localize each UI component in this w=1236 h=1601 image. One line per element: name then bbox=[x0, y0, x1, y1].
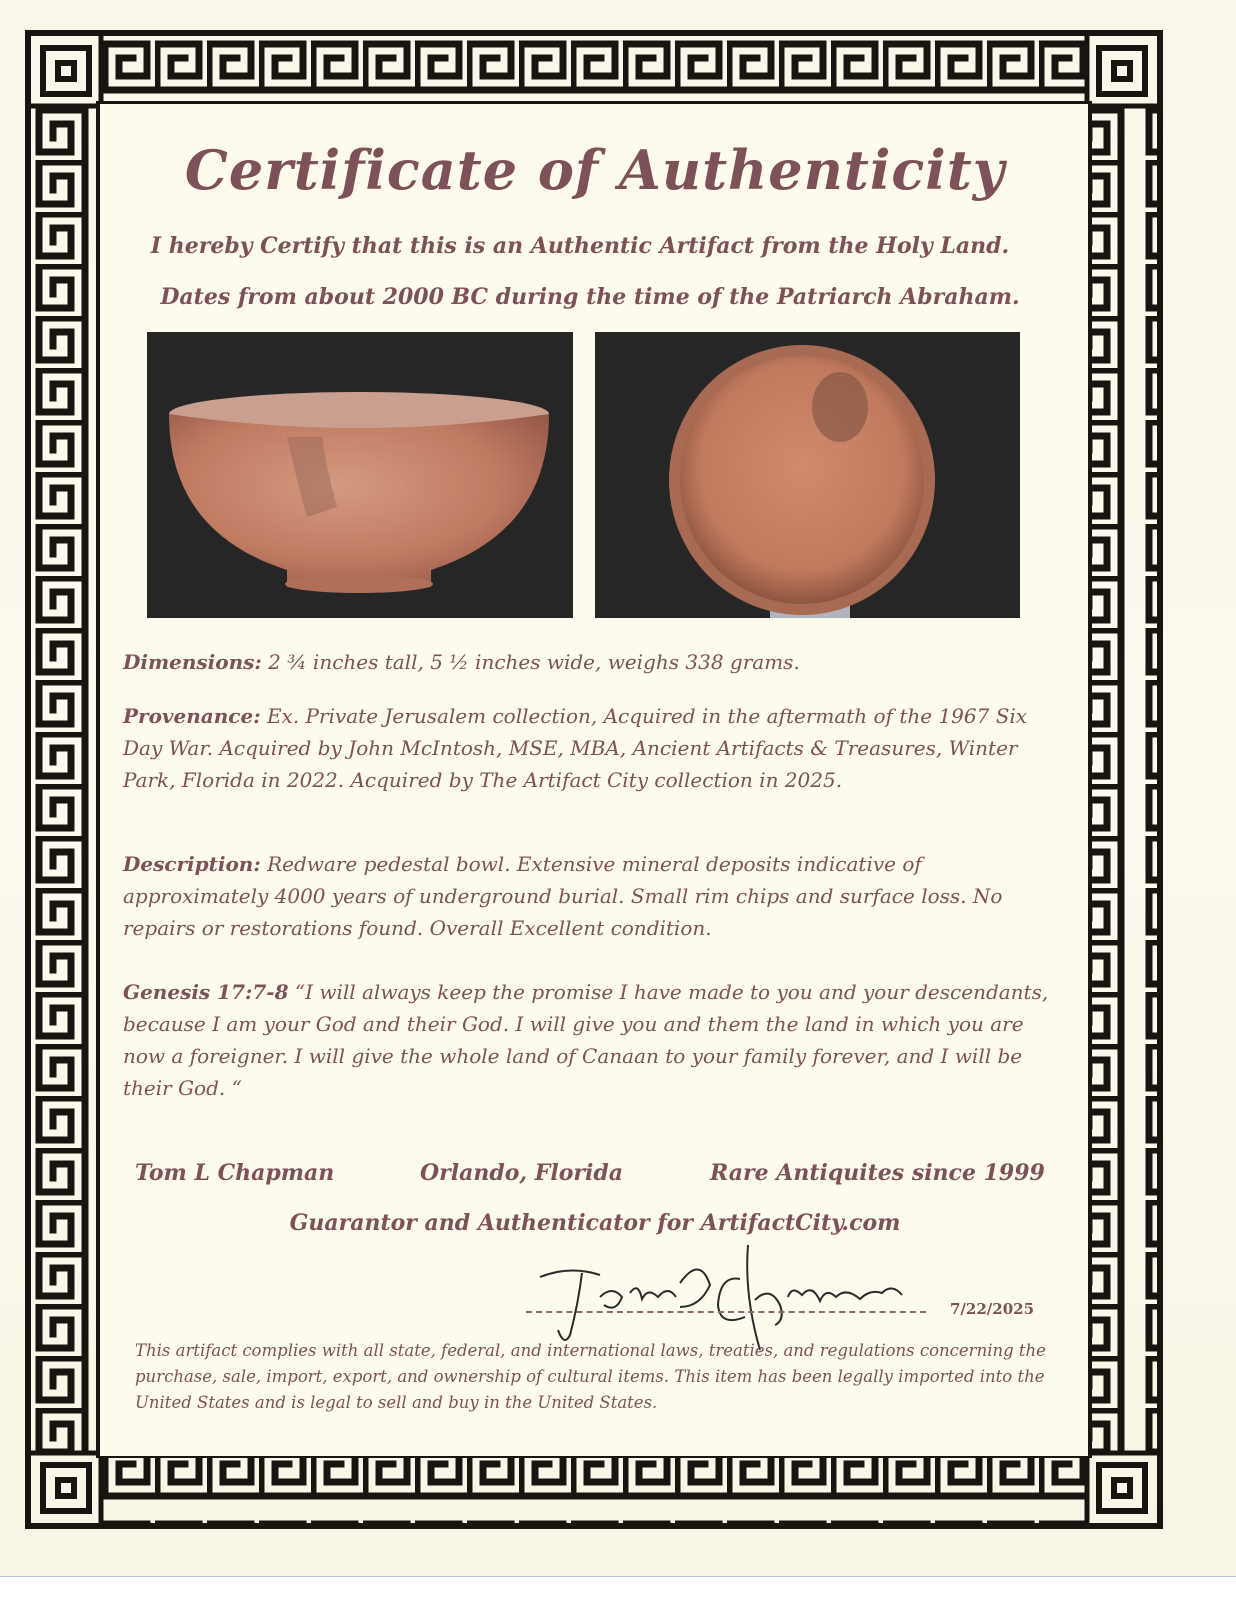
scripture-section bbox=[123, 976, 1053, 1104]
signature-date: 7/22/2025 bbox=[950, 1300, 1035, 1318]
certificate-title: Certificate of Authenticity bbox=[184, 138, 1006, 202]
dating-statement: Dates from about 2000 BC during the time of the Patriarch Abraham. bbox=[160, 284, 1020, 310]
artifact-photo-top bbox=[595, 332, 1020, 618]
signatory-role: Guarantor and Authenticator for ArtifactCity.com bbox=[289, 1210, 901, 1236]
provenance-text: Ex. Private Jerusalem collection, Acquired in the aftermath of the 1967 Six Day War. Acquired by John McIntosh, MSE, MBA, Ancient Artifacts & Treasures, Winter Park, Florida in 2022. Acquired by The Artifact City collection in 2025. bbox=[123, 704, 1028, 792]
scripture-reference: Genesis 17:7-8 bbox=[123, 980, 289, 1004]
page-edge bbox=[0, 1576, 1236, 1601]
certify-statement: I hereby Certify that this is an Authentic Artifact from the Holy Land. bbox=[150, 233, 1010, 259]
signatory-name: Tom L Chapman bbox=[135, 1160, 335, 1186]
bowl-top-image bbox=[595, 332, 1020, 618]
artifact-photo-side bbox=[147, 332, 573, 618]
description-label: Description: bbox=[123, 852, 261, 876]
handwritten-signature bbox=[530, 1235, 930, 1355]
dimensions-label: Dimensions: bbox=[123, 650, 262, 674]
provenance-section bbox=[123, 700, 1053, 796]
scripture-quote: “I will always keep the promise I have made to you and your descendants, because I am your God and their God. I will give you and them the land in which you are now a foreigner. I will give the whole land of Canaan to your family forever, and I will be their God. “ bbox=[123, 980, 1049, 1100]
description-section bbox=[123, 848, 1053, 944]
legal-compliance-statement: This artifact complies with all state, federal, and international laws, treaties, and regulations concerning the purchase, sale, import, export, and ownership of cultural items. This item has been legally imported into the United States and is legal to sell and buy in the United States. bbox=[135, 1341, 1046, 1412]
description-text: Redware pedestal bowl. Extensive mineral deposits indicative of approximately 4000 years of underground burial. Small rim chips and surface loss. No repairs or restorations found. Overall Excellent condition. bbox=[123, 852, 1003, 940]
dimensions-section bbox=[123, 646, 1053, 678]
dimensions-text: 2 ¾ inches tall, 5 ½ inches wide, weighs 338 grams. bbox=[261, 650, 800, 674]
signature-line bbox=[526, 1311, 926, 1313]
provenance-label: Provenance: bbox=[123, 704, 261, 728]
signatory-since: Rare Antiquites since 1999 bbox=[710, 1160, 1045, 1186]
signatory-location: Orlando, Florida bbox=[420, 1160, 623, 1186]
bowl-side-image bbox=[147, 332, 573, 618]
